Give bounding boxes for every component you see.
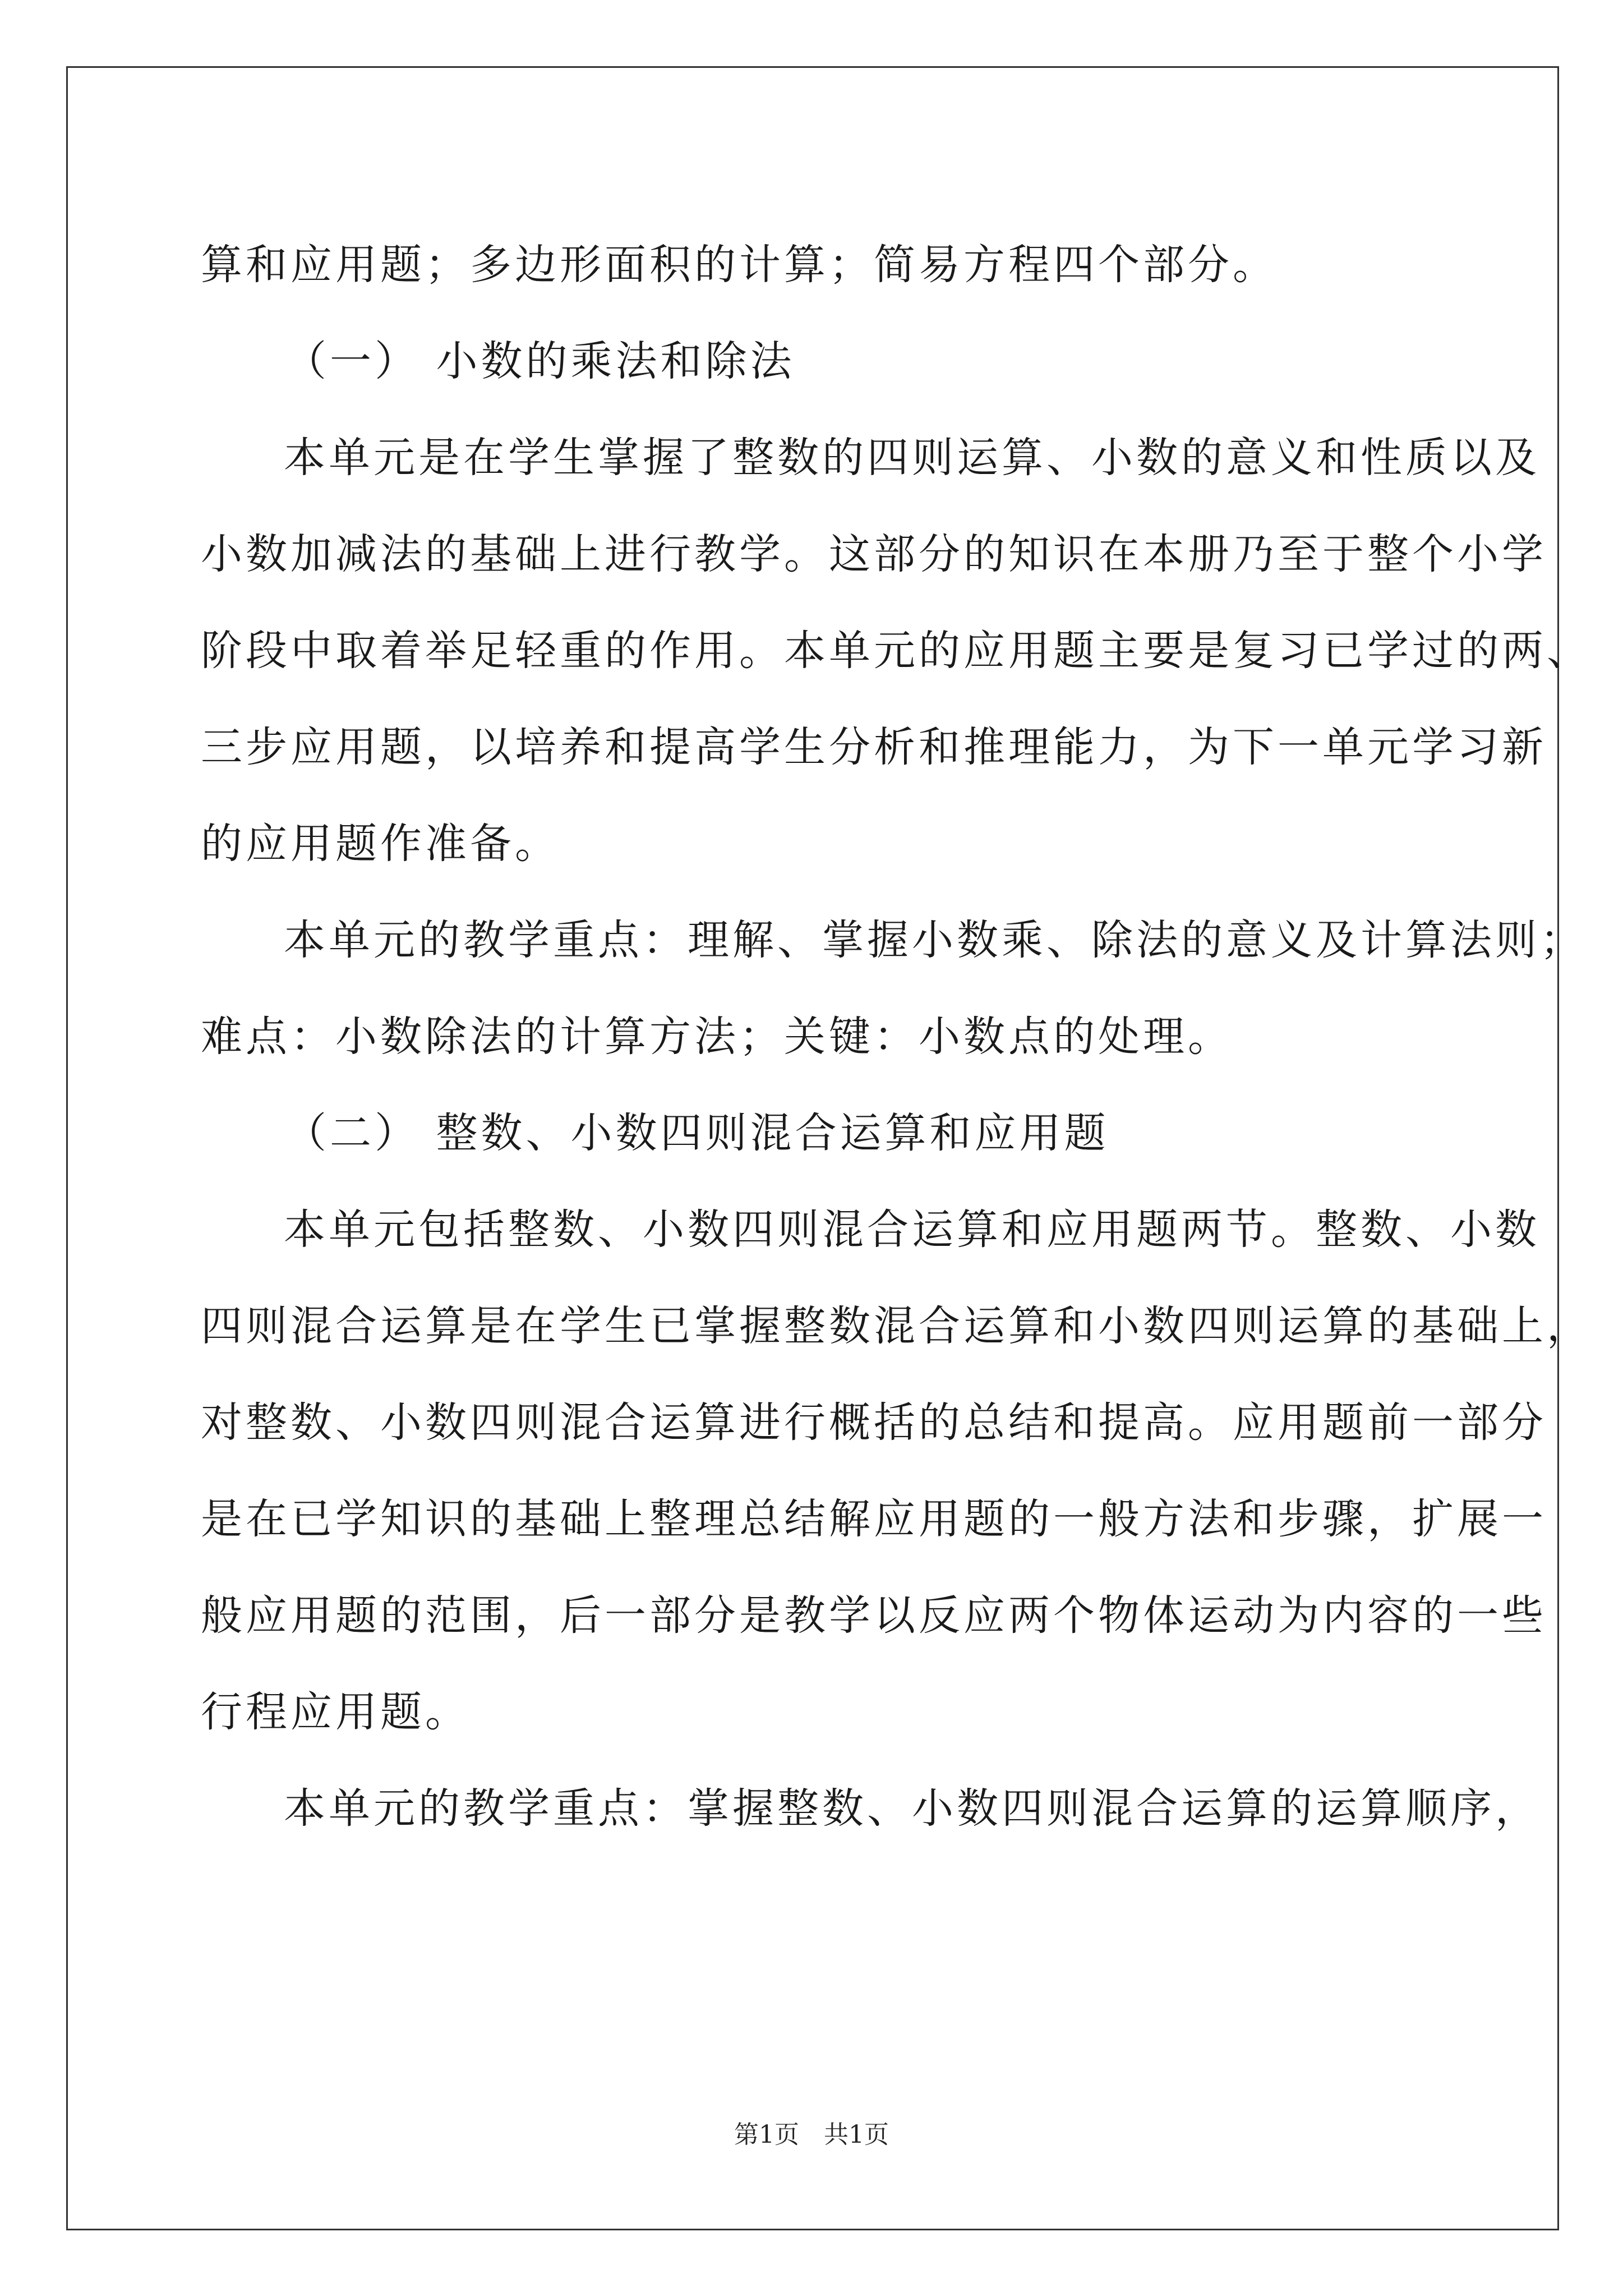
page-total: 共1页	[824, 2120, 889, 2149]
text-line: 小数加减法的基础上进行教学。这部分的知识在本册乃至于整个小学	[201, 530, 1547, 578]
text-line: 难点：小数除法的计算方法；关键：小数点的处理。	[201, 1013, 1233, 1061]
text-line: 是在已学知识的基础上整理总结解应用题的一般方法和步骤，扩展一	[201, 1495, 1547, 1543]
text-line: 对整数、小数四则混合运算进行概括的总结和提高。应用题前一部分	[201, 1398, 1547, 1447]
section-heading: （一） 小数的乘法和除法	[285, 337, 795, 385]
text-line: 本单元的教学重点：理解、掌握小数乘、除法的意义及计算法则；	[284, 916, 1585, 964]
document-body	[201, 217, 1592, 1857]
text-line: 阶段中取着举足轻重的作用。本单元的应用题主要是复习已学过的两、	[201, 627, 1592, 675]
text-line: 般应用题的范围，后一部分是教学以反应两个物体运动为内容的一些	[201, 1591, 1547, 1640]
text-line: 的应用题作准备。	[201, 820, 560, 868]
text-line: 四则混合运算是在学生已掌握整数混合运算和小数四则运算的基础上，	[201, 1302, 1592, 1350]
text-line: 本单元的教学重点：掌握整数、小数四则混合运算的运算顺序，	[284, 1784, 1540, 1833]
text-line: 行程应用题。	[201, 1688, 470, 1736]
page-footer	[0, 2118, 1623, 2152]
page-number: 第1页	[734, 2120, 799, 2149]
text-line: 算和应用题；多边形面积的计算；简易方程四个部分。	[201, 241, 1278, 289]
text-line: 本单元包括整数、小数四则混合运算和应用题两节。整数、小数	[284, 1205, 1540, 1254]
section-heading: （二） 整数、小数四则混合运算和应用题	[285, 1109, 1109, 1157]
text-line: 三步应用题，以培养和提高学生分析和推理能力，为下一单元学习新	[201, 723, 1547, 771]
text-line: 本单元是在学生掌握了整数的四则运算、小数的意义和性质以及	[284, 434, 1540, 482]
